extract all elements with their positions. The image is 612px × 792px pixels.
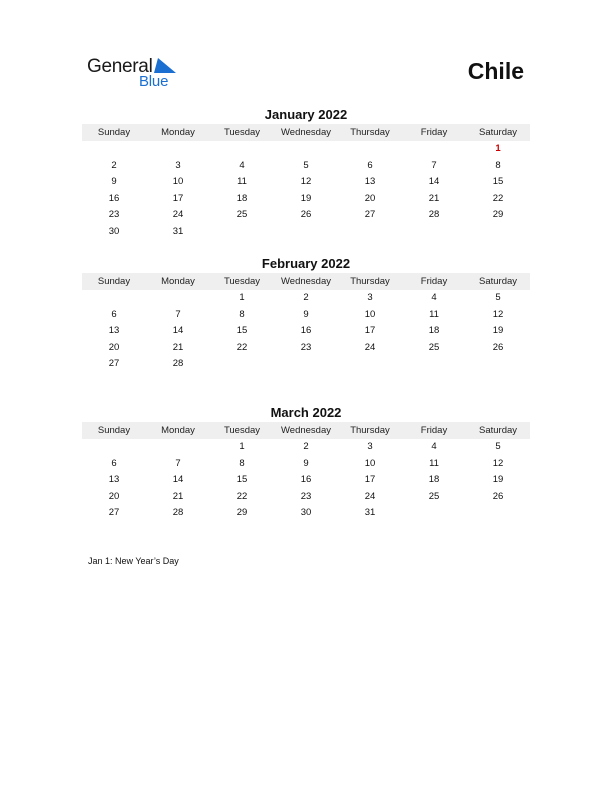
day-cell: 21 [172, 341, 184, 353]
day-cell: 4 [431, 441, 437, 452]
day-cell: 26 [492, 490, 504, 502]
day-cell: 24 [364, 490, 376, 502]
day-cell: 1 [239, 292, 245, 303]
empty-day-cell [82, 290, 146, 307]
weekday-header: Friday [402, 422, 466, 439]
day-cell: 15 [236, 325, 248, 337]
day-cell: 30 [300, 507, 312, 519]
day-cell: 13 [364, 176, 376, 188]
weekday-header: Saturday [466, 422, 530, 439]
day-cell: 25 [428, 341, 440, 353]
weekday-header: Sunday [82, 273, 146, 290]
day-cell: 22 [492, 192, 504, 204]
day-cell: 3 [367, 292, 373, 303]
empty-day-cell [146, 141, 210, 158]
empty-day-cell [402, 356, 466, 373]
day-cell: 5 [495, 441, 501, 452]
day-cell: 29 [492, 209, 504, 221]
month-february [82, 255, 530, 373]
day-cell: 21 [428, 192, 440, 204]
day-cell: 13 [108, 474, 120, 486]
empty-day-cell [210, 356, 274, 373]
weekday-header: Thursday [338, 422, 402, 439]
day-cell: 30 [108, 225, 120, 237]
day-cell: 3 [367, 441, 373, 452]
day-cell: 4 [431, 292, 437, 303]
day-cell: 19 [492, 325, 504, 337]
day-cell: 9 [303, 308, 309, 320]
empty-day-cell [146, 290, 210, 307]
day-cell: 20 [364, 192, 376, 204]
holiday-note: Jan 1: New Year’s Day [88, 556, 179, 566]
day-cell: 17 [364, 474, 376, 486]
empty-day-cell [338, 141, 402, 158]
day-cell: 24 [364, 341, 376, 353]
empty-day-cell [466, 356, 530, 373]
weekday-header: Wednesday [274, 422, 338, 439]
day-cell: 11 [429, 308, 439, 320]
day-cell: 9 [303, 457, 309, 469]
day-cell: 31 [364, 507, 376, 519]
day-cell: 22 [236, 490, 248, 502]
day-cell: 27 [108, 358, 120, 370]
day-cell: 23 [300, 341, 312, 353]
day-cell: 16 [300, 325, 312, 337]
day-cell: 23 [108, 209, 120, 221]
weekday-header: Saturday [466, 273, 530, 290]
day-cell: 14 [172, 325, 184, 337]
month-title: March 2022 [270, 405, 342, 420]
empty-day-cell [82, 141, 146, 158]
day-cell: 2 [303, 292, 309, 303]
weekday-header: Monday [146, 422, 210, 439]
calendar-grid [82, 124, 530, 241]
empty-day-cell [466, 505, 530, 522]
day-cell: 20 [108, 490, 120, 502]
day-cell: 12 [492, 308, 504, 320]
day-cell: 20 [108, 341, 120, 353]
day-cell: 24 [172, 209, 184, 221]
day-cell: 4 [239, 159, 245, 171]
day-cell: 14 [428, 176, 440, 188]
day-cell: 7 [175, 457, 181, 469]
weekday-header: Wednesday [274, 273, 338, 290]
weekday-header: Friday [402, 273, 466, 290]
empty-day-cell [338, 356, 402, 373]
day-cell: 2 [111, 159, 117, 171]
day-cell: 10 [364, 457, 376, 469]
day-cell: 16 [300, 474, 312, 486]
day-cell: 3 [175, 159, 181, 171]
weekday-header: Monday [146, 124, 210, 141]
day-cell: 28 [172, 507, 184, 519]
weekday-header: Tuesday [210, 124, 274, 141]
logo-text-general: General [87, 56, 153, 77]
day-cell: 25 [428, 490, 440, 502]
day-cell: 19 [492, 474, 504, 486]
empty-day-cell [466, 224, 530, 241]
weekday-header: Tuesday [210, 273, 274, 290]
day-cell: 10 [172, 176, 184, 188]
day-cell: 10 [364, 308, 376, 320]
empty-day-cell [402, 141, 466, 158]
day-cell: 7 [431, 159, 437, 171]
day-cell: 22 [236, 341, 248, 353]
weekday-header: Sunday [82, 422, 146, 439]
weekday-header: Sunday [82, 124, 146, 141]
day-cell: 18 [236, 192, 248, 204]
day-cell: 15 [236, 474, 248, 486]
day-cell: 31 [172, 225, 184, 237]
day-cell: 9 [111, 176, 117, 188]
generalblue-logo [87, 56, 187, 92]
day-cell: 12 [492, 457, 504, 469]
day-cell: 26 [300, 209, 312, 221]
weekday-header: Saturday [466, 124, 530, 141]
month-january [82, 106, 530, 241]
empty-day-cell [146, 439, 210, 456]
empty-day-cell [210, 141, 274, 158]
day-cell: 11 [429, 457, 439, 469]
empty-day-cell [402, 224, 466, 241]
day-cell: 26 [492, 341, 504, 353]
day-cell: 8 [239, 457, 245, 469]
day-cell: 6 [111, 457, 117, 469]
day-cell: 5 [303, 159, 309, 171]
day-cell: 19 [300, 192, 312, 204]
day-cell: 11 [237, 176, 247, 188]
day-cell: 17 [364, 325, 376, 337]
empty-day-cell [338, 224, 402, 241]
holiday-notes [88, 556, 179, 566]
weekday-header: Wednesday [274, 124, 338, 141]
day-cell: 21 [172, 490, 184, 502]
day-cell: 29 [236, 507, 248, 519]
calendar-grid [82, 273, 530, 373]
day-cell: 27 [108, 507, 120, 519]
weekday-header: Thursday [338, 273, 402, 290]
day-cell: 13 [108, 325, 120, 337]
day-cell: 1 [239, 441, 245, 452]
logo-flag-icon [154, 58, 176, 74]
day-cell: 6 [111, 308, 117, 320]
day-cell: 23 [300, 490, 312, 502]
calendar-grid [82, 422, 530, 522]
month-title: January 2022 [264, 107, 348, 122]
day-cell: 14 [172, 474, 184, 486]
holiday-day-cell: 1 [495, 143, 501, 154]
day-cell: 8 [495, 159, 501, 171]
day-cell: 7 [175, 308, 181, 320]
empty-day-cell [274, 224, 338, 241]
weekday-header: Friday [402, 124, 466, 141]
empty-day-cell [82, 439, 146, 456]
month-title: February 2022 [261, 256, 351, 271]
day-cell: 28 [428, 209, 440, 221]
day-cell: 18 [428, 474, 440, 486]
day-cell: 8 [239, 308, 245, 320]
empty-day-cell [402, 505, 466, 522]
day-cell: 25 [236, 209, 248, 221]
day-cell: 12 [300, 176, 312, 188]
day-cell: 6 [367, 159, 373, 171]
day-cell: 5 [495, 292, 501, 303]
day-cell: 27 [364, 209, 376, 221]
day-cell: 15 [492, 176, 504, 188]
empty-day-cell [274, 141, 338, 158]
empty-day-cell [274, 356, 338, 373]
country-title: Chile [467, 58, 524, 84]
logo-text-blue: Blue [139, 73, 169, 90]
day-cell: 2 [303, 441, 309, 452]
weekday-header: Monday [146, 273, 210, 290]
weekday-header: Thursday [338, 124, 402, 141]
day-cell: 18 [428, 325, 440, 337]
weekday-header: Tuesday [210, 422, 274, 439]
day-cell: 17 [172, 192, 184, 204]
day-cell: 16 [108, 192, 120, 204]
month-march [82, 404, 530, 522]
day-cell: 28 [172, 358, 184, 370]
empty-day-cell [210, 224, 274, 241]
